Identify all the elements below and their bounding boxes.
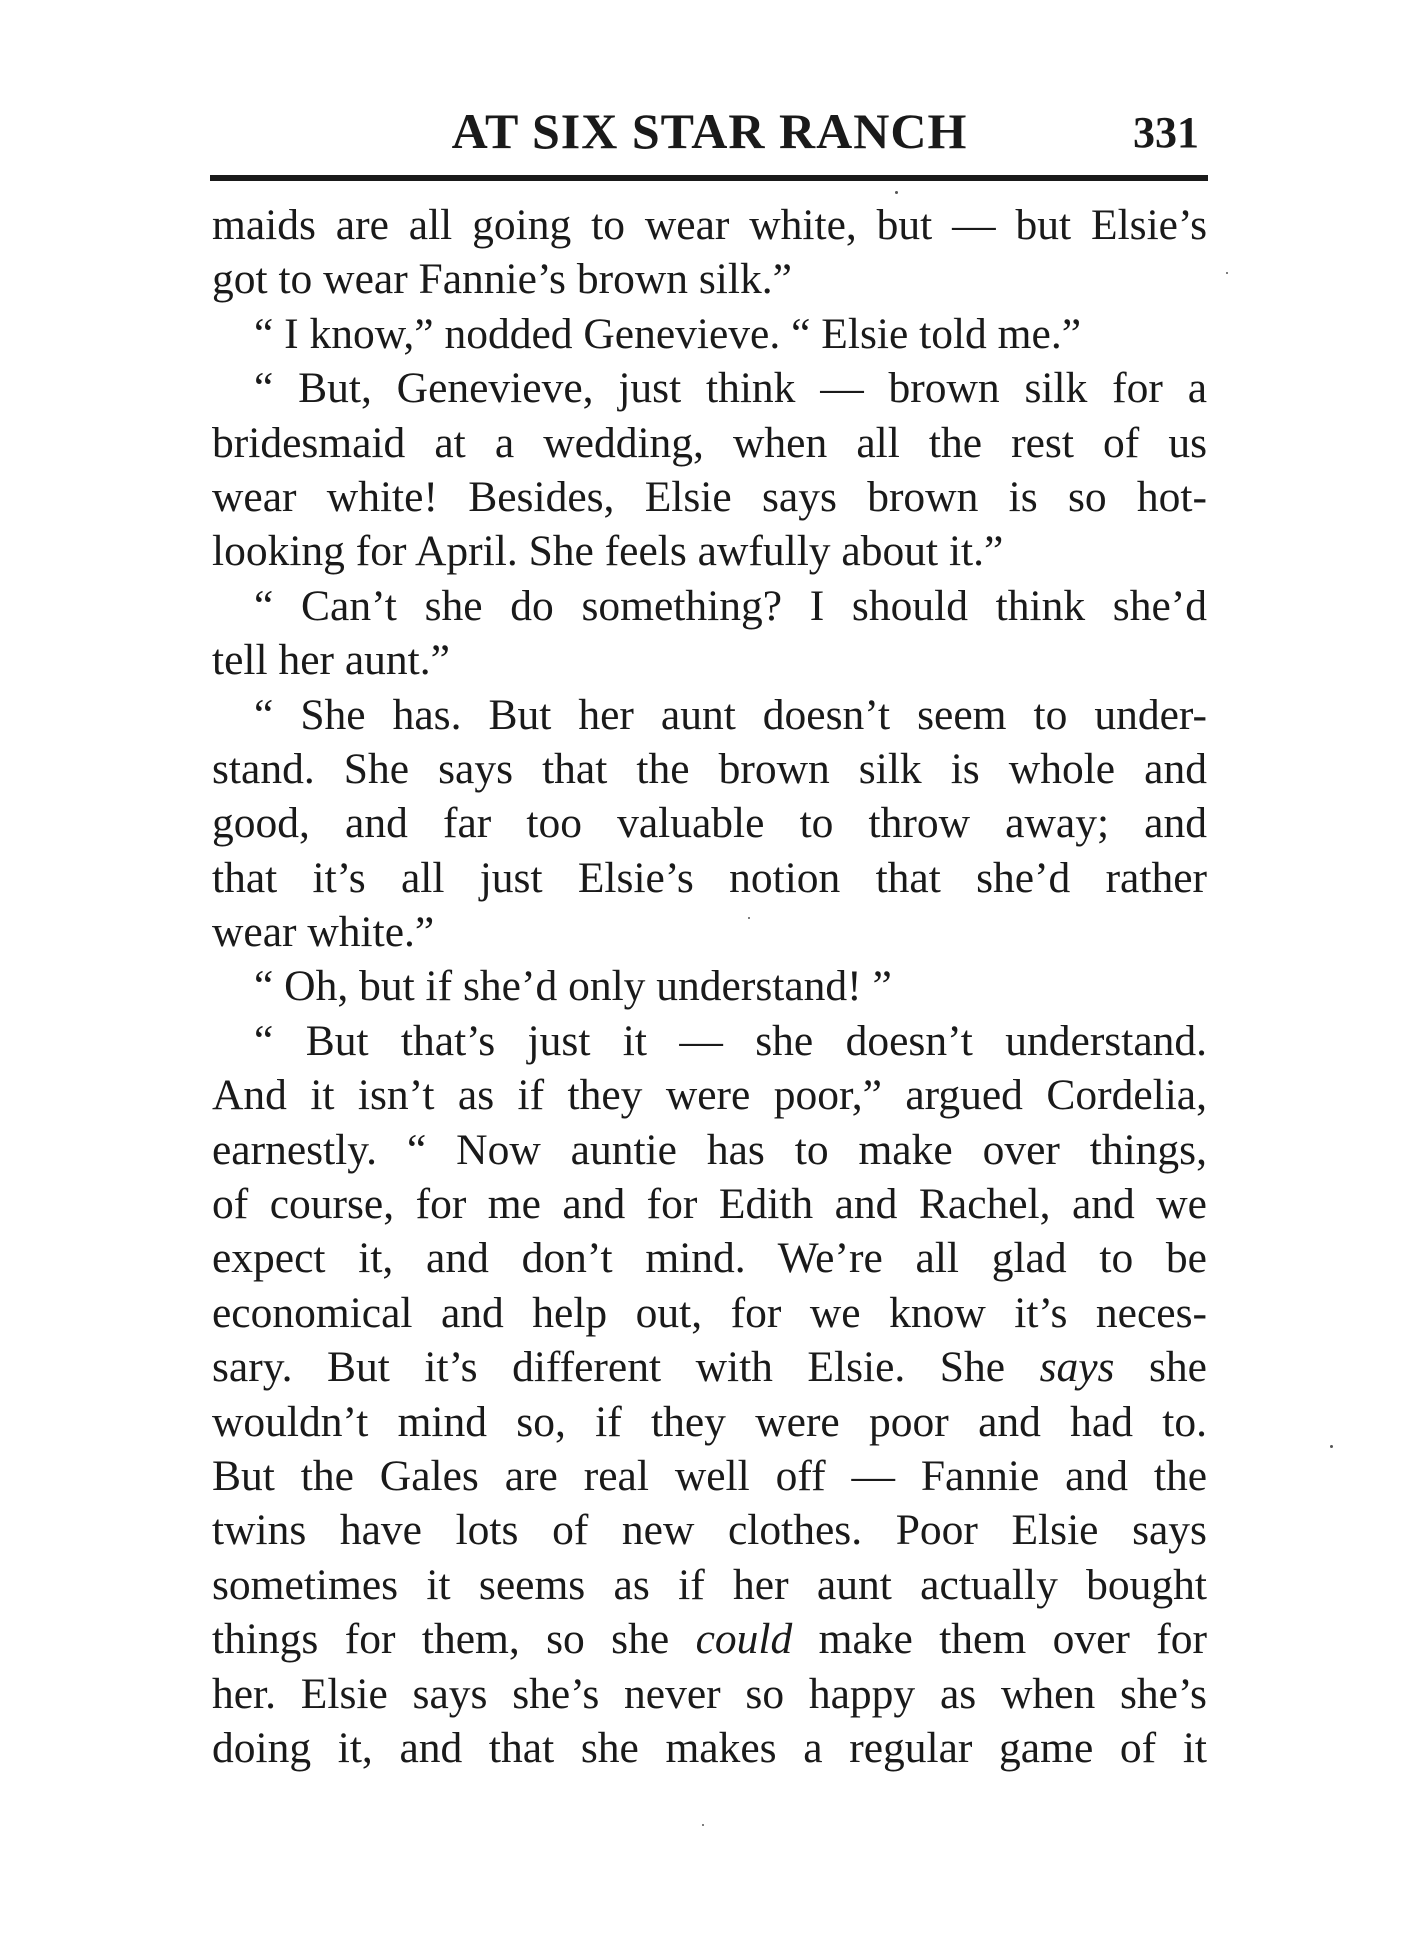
print-speck <box>1330 1445 1333 1448</box>
text-line: expect it, and don’t mind. We’re all glad to be <box>212 1234 1207 1283</box>
body-text <box>212 198 1207 1775</box>
text-line: “ But, Genevieve, just think — brown silk for a <box>254 364 1207 413</box>
text-line: “ She has. But her aunt doesn’t seem to under- <box>254 690 1207 739</box>
print-speck <box>702 1824 704 1826</box>
text-line: bridesmaid at a wedding, when all the rest of us <box>212 418 1207 467</box>
print-speck <box>748 917 750 919</box>
text-line: But the Gales are real well off — Fannie and the <box>212 1451 1207 1500</box>
text-line: “ But that’s just it — she doesn’t understand. <box>254 1016 1207 1065</box>
text-line: maids are all going to wear white, but — but Elsie’s <box>212 201 1207 249</box>
text-line: “ Oh, but if she’d only understand! ” <box>254 962 892 1011</box>
text-line: wear white.” <box>212 908 435 957</box>
text-line: good, and far too valuable to throw away; and <box>212 799 1207 848</box>
page-number: 331 <box>1133 108 1199 157</box>
text-line: economical and help out, for we know it’s neces- <box>212 1288 1207 1337</box>
print-speck <box>895 191 898 194</box>
print-speck <box>1226 272 1228 274</box>
emphasized-word: could <box>695 1615 793 1664</box>
text-line: twins have lots of new clothes. Poor Elsie says <box>212 1506 1207 1555</box>
header-rule <box>210 175 1208 181</box>
text-line: wouldn’t mind so, if they were poor and had to. <box>212 1397 1207 1446</box>
text-line: “ Can’t she do something? I should think she’d <box>254 581 1207 630</box>
emphasized-word: says <box>1039 1343 1115 1392</box>
running-head <box>212 96 1207 166</box>
text-line: wear white! Besides, Elsie says brown is so hot- <box>212 472 1207 521</box>
text-line: of course, for me and for Edith and Rachel, and we <box>212 1180 1207 1229</box>
text-line: “ I know,” nodded Genevieve. “ Elsie told me.” <box>254 309 1082 358</box>
text-line: looking for April. She feels awfully about it.” <box>212 527 1004 576</box>
text-line: doing it, and that she makes a regular game of it <box>212 1723 1207 1772</box>
text-line: tell her aunt.” <box>212 636 450 685</box>
text-line: her. Elsie says she’s never so happy as when she’s <box>212 1669 1207 1718</box>
text-line: And it isn’t as if they were poor,” argued Cordelia, <box>212 1071 1207 1120</box>
text-line: that it’s all just Elsie’s notion that she’d rather <box>212 853 1207 902</box>
text-line: stand. She says that the brown silk is whole and <box>212 744 1207 793</box>
text-line: sometimes it seems as if her aunt actually bought <box>212 1560 1207 1609</box>
text-line: earnestly. “ Now auntie has to make over things, <box>212 1125 1207 1174</box>
text-line: things for them, so she could make them over for <box>212 1615 1207 1664</box>
text-line: got to wear Fannie’s brown silk.” <box>212 255 792 304</box>
text-line: sary. But it’s different with Elsie. She says she <box>212 1343 1207 1392</box>
running-title: AT SIX STAR RANCH <box>451 103 968 159</box>
